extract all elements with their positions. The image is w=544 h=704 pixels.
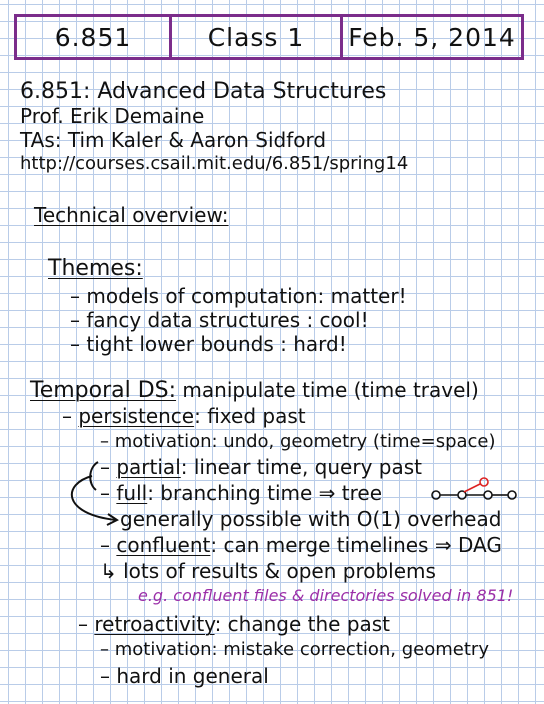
themes-heading: Themes:	[48, 256, 143, 281]
dash: –	[78, 612, 95, 636]
professor-line: Prof. Erik Demaine	[20, 104, 205, 128]
partial-term: partial	[116, 455, 181, 479]
persistence-term: persistence	[78, 404, 195, 428]
general-line: generally possible with O(1) overhead	[120, 507, 502, 531]
full-desc: : branching time ⇒ tree	[147, 481, 382, 505]
dash: –	[100, 533, 117, 557]
dash: –	[100, 455, 117, 479]
confluent-note: e.g. confluent files & directories solved in 851!	[138, 586, 514, 605]
dash: –	[100, 481, 117, 505]
temporal-heading: Temporal DS:	[30, 378, 177, 403]
confluent-term: confluent	[116, 533, 211, 557]
curved-arrow	[72, 476, 116, 520]
tas-line: TAs: Tim Kaler & Aaron Sidford	[20, 128, 327, 152]
confluent-desc: : can merge timelines ⇒ DAG	[210, 533, 502, 557]
theme-item: – tight lower bounds : hard!	[70, 332, 347, 356]
persistence-desc: : fixed past	[194, 404, 306, 428]
course-number: 6.851	[54, 22, 132, 52]
class-label: Class 1	[169, 17, 340, 57]
retro-hard-line: – hard in general	[100, 664, 269, 688]
dash: –	[62, 404, 79, 428]
course-url: http://courses.csail.mit.edu/6.851/spring14	[20, 153, 409, 174]
date-label: Feb. 5, 2014	[340, 17, 521, 57]
theme-item: – fancy data structures : cool!	[70, 308, 369, 332]
results-line: ↳ lots of results & open problems	[100, 559, 436, 583]
retroactivity-desc: : change the past	[214, 612, 391, 636]
temporal-description: manipulate time (time travel)	[182, 378, 479, 402]
theme-item: – models of computation: matter!	[70, 284, 407, 308]
retro-motivation-line: – motivation: mistake correction, geometry	[100, 639, 489, 660]
partial-desc: : linear time, query past	[180, 455, 422, 479]
tree-sketch-icon	[432, 478, 516, 499]
course-title: 6.851: Advanced Data Structures	[20, 79, 387, 104]
full-term: full	[116, 481, 148, 505]
overview-heading: Technical overview:	[34, 203, 229, 227]
retroactivity-term: retroactivity	[94, 612, 215, 636]
motivation-line: – motivation: undo, geometry (time=space)	[100, 431, 496, 452]
